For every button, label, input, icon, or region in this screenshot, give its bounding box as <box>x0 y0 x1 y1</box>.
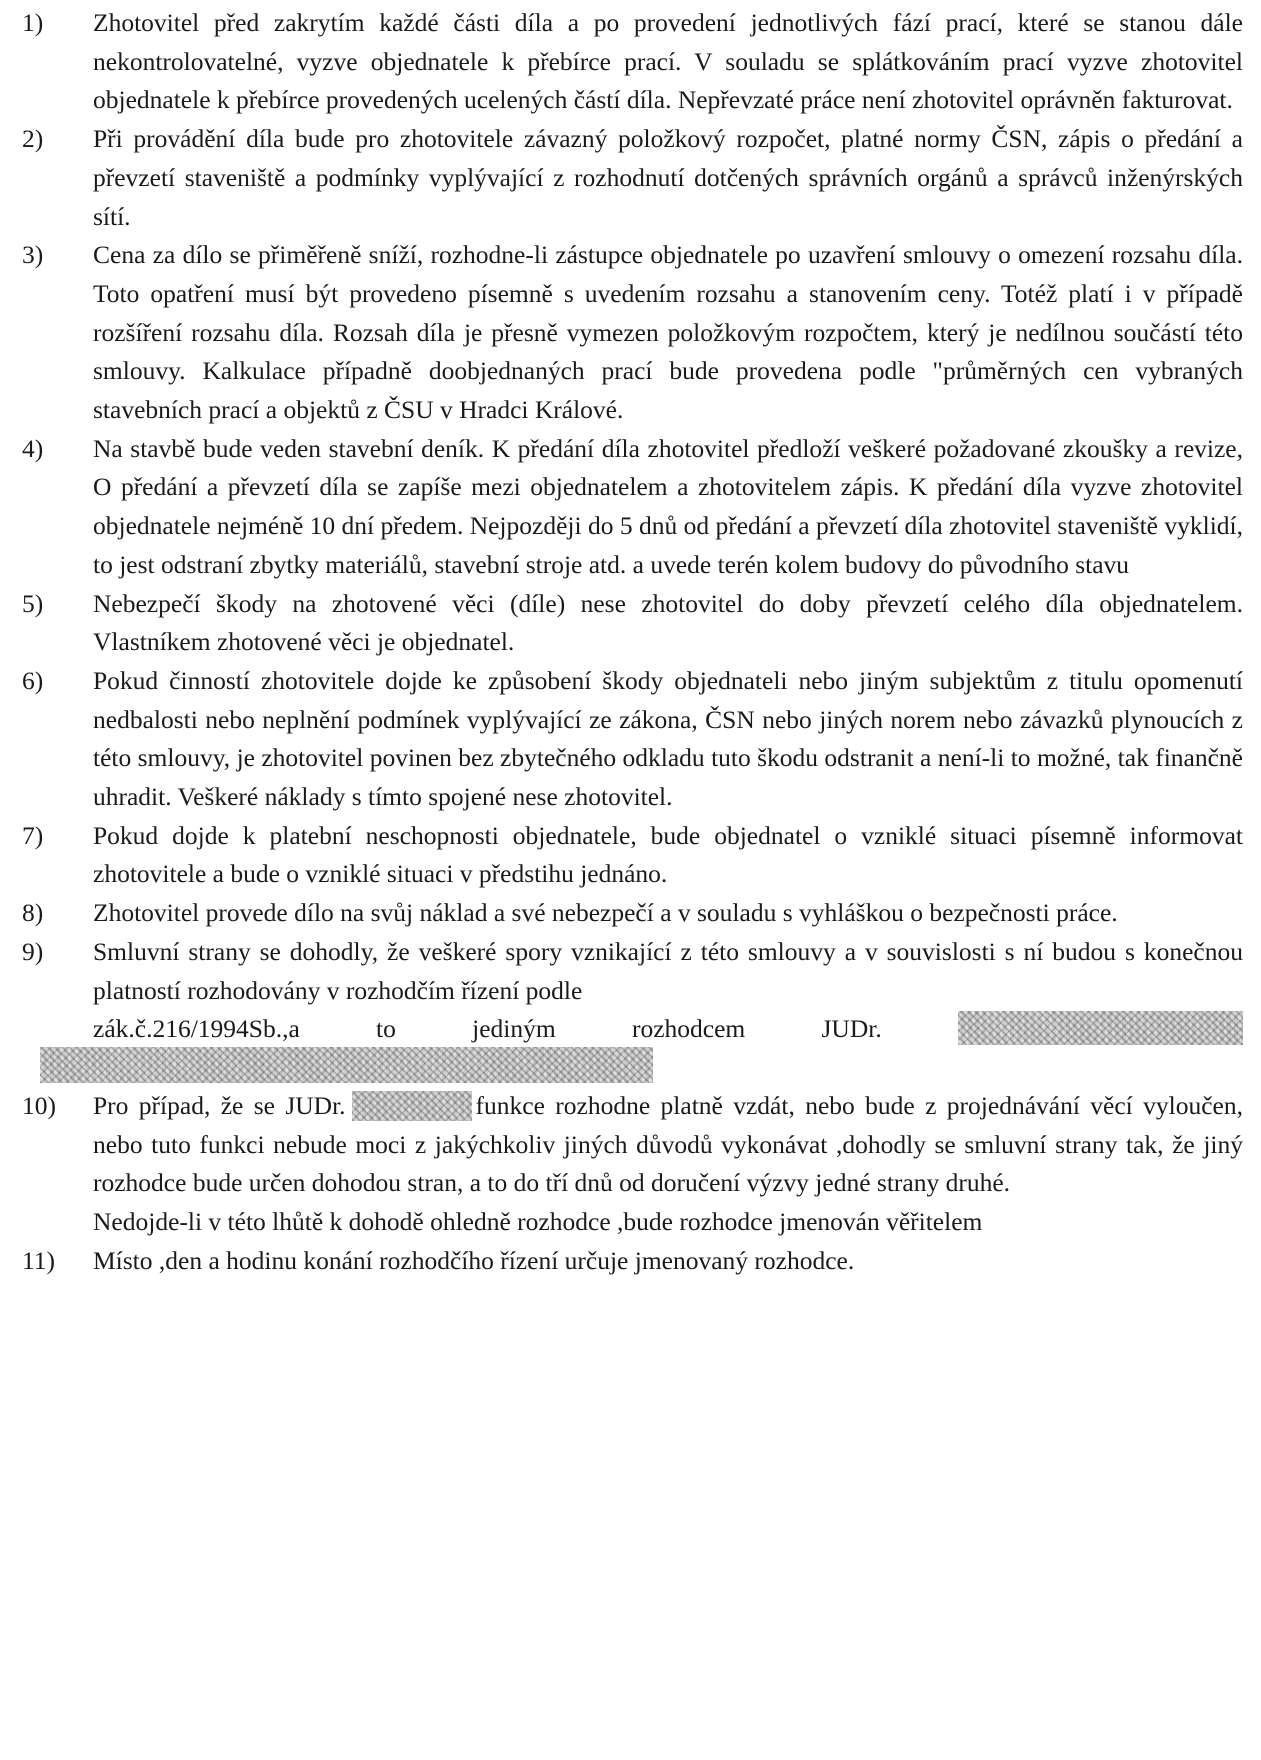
clause-number: 4) <box>22 433 44 463</box>
clause-text: Pokud činností zhotovitele dojde ke způsobení škody objednateli nebo jiným subjektům z titulu opomenutí nedbalosti nebo neplnění podmínek vyplývající ze zákona, ČSN nebo jiných norem nebo závazků plynoucích z této smlouvy, je zhotovitel povinen bez zbytečného odkladu tuto škodu odstranit a není-li to možné, tak finančně uhradit. Veškeré náklady s tímto spojené nese zhotovitel. <box>93 665 1243 812</box>
clause-8 <box>22 894 1243 933</box>
clause-number: 10) <box>22 1090 56 1120</box>
clause-text: Zhotovitel před zakrytím každé části díla a po provedení jednotlivých fází prací, které se stanou dále nekontrolovatelné, vyzve objednatele k přebírce prací. V souladu se splátkováním prací vyzve zhotovitel objednatele k přebírce provedených ucelených částí díla. Nepřevzaté práce není zhotovitel oprávněn fakturovat. <box>93 8 1243 115</box>
clause-word: zák.č.216/1994Sb.,a <box>93 1014 300 1044</box>
clause-4 <box>22 430 1243 585</box>
clause-word: jediným <box>472 1014 556 1044</box>
clause-list <box>22 4 1243 933</box>
clause-number: 9) <box>22 936 44 966</box>
clause-9 <box>22 933 1243 1049</box>
redaction-block <box>352 1091 472 1121</box>
clause-text: Nebezpečí škody na zhotovené věci (díle) nese zhotovitel do doby převzetí celého díla objednatelem. Vlastníkem zhotovené věci je objednatel. <box>93 588 1243 657</box>
clause-word: to <box>376 1014 396 1044</box>
clause-2 <box>22 120 1243 236</box>
clause-number: 8) <box>22 898 44 928</box>
clause-text: Smluvní strany se dohodly, že veškeré spory vznikající z této smlouvy a v souvislosti s ní budou s konečnou platností rozhodovány v rozhodčím řízení podle <box>93 936 1243 1005</box>
redaction-block <box>40 1047 653 1083</box>
clause-text: Při provádění díla bude pro zhotovitele závazný položkový rozpočet, platné normy ČSN, zápis o předání a převzetí staveniště a podmínky vyplývající z rozhodnutí dotčených správních orgánů a správců inženýrských sítí. <box>93 124 1243 231</box>
clause-number: 2) <box>22 124 44 154</box>
clause-9-last-line <box>93 1010 1243 1049</box>
clause-5 <box>22 585 1243 662</box>
clause-number: 5) <box>22 588 44 618</box>
clause-number: 3) <box>22 240 44 270</box>
clause-text <box>93 1087 1243 1203</box>
clause-text: Zhotovitel provede dílo na svůj náklad a své nebezpečí a v souladu s vyhláškou o bezpečnosti práce. <box>93 898 1118 928</box>
clause-text: Na stavbě bude veden stavební deník. K předání díla zhotovitel předloží veškeré požadované zkoušky a revize, O předání a převzetí díla se zapíše mezi objednatelem a zhotovitelem zápis. K předání díla vyzve zhotovitel objednatele nejméně 10 dní předem. Nejpozději do 5 dnů od předání a převzetí díla zhotovitel staveniště vyklidí, to jest odstraní zbytky materiálů, stavební stroje atd. a uvede terén kolem budovy do původního stavu <box>93 433 1243 579</box>
clause-text: Cena za dílo se přiměřeně sníží, rozhodne-li zástupce objednatele po uzavření smlouvy o omezení rozsahu díla. Toto opatření musí být provedeno písemně s uvedením rozsahu a stanovením ceny. Totéž platí i v případě rozšíření rozsahu díla. Rozsah díla je přesně vymezen položkovým rozpočtem, který je nedílnou součástí této smlouvy. Kalkulace případně doobjednaných prací bude provedena podle "průměrných cen vybraných stavebních prací a objektů z ČSU v Hradci Králové. <box>93 240 1243 425</box>
clause-text-part: funkce rozhodne platně vzdát, nebo bude z projednávání věcí vyloučen, nebo tuto funkci nebude moci z jakýchkoliv jiných důvodů vykonávat ,dohodly se smluvní strany tak, že jiný rozhodce bude určen dohodou stran, a to do tří dnů od doručení výzvy jedné strany druhé. <box>93 1090 1243 1198</box>
clause-6 <box>22 662 1243 817</box>
clause-number: 7) <box>22 820 44 850</box>
clause-11 <box>22 1242 1243 1281</box>
clause-1 <box>22 4 1243 120</box>
clause-text-continued: Nedojde-li v této lhůtě k dohodě ohledně rozhodce ,bude rozhodce jmenován věřitelem <box>93 1207 983 1237</box>
clause-word: rozhodcem <box>631 1014 746 1044</box>
clause-text: Pokud dojde k platební neschopnosti objednatele, bude objednatel o vzniklé situaci písemně informovat zhotovitele a bude o vzniklé situaci v předstihu jednáno. <box>93 820 1243 889</box>
redaction-block <box>958 1011 1243 1045</box>
clause-text: Místo ,den a hodinu konání rozhodčího řízení určuje jmenovaný rozhodce. <box>93 1245 855 1275</box>
clause-3 <box>22 236 1243 430</box>
clause-text-part: Pro případ, že se JUDr. <box>93 1090 346 1120</box>
clause-7 <box>22 817 1243 894</box>
clause-word: JUDr. <box>821 1014 882 1044</box>
clause-number: 6) <box>22 665 44 695</box>
clause-number: 1) <box>22 8 44 37</box>
clause-number: 11) <box>22 1245 56 1275</box>
clause-10 <box>22 1087 1243 1242</box>
